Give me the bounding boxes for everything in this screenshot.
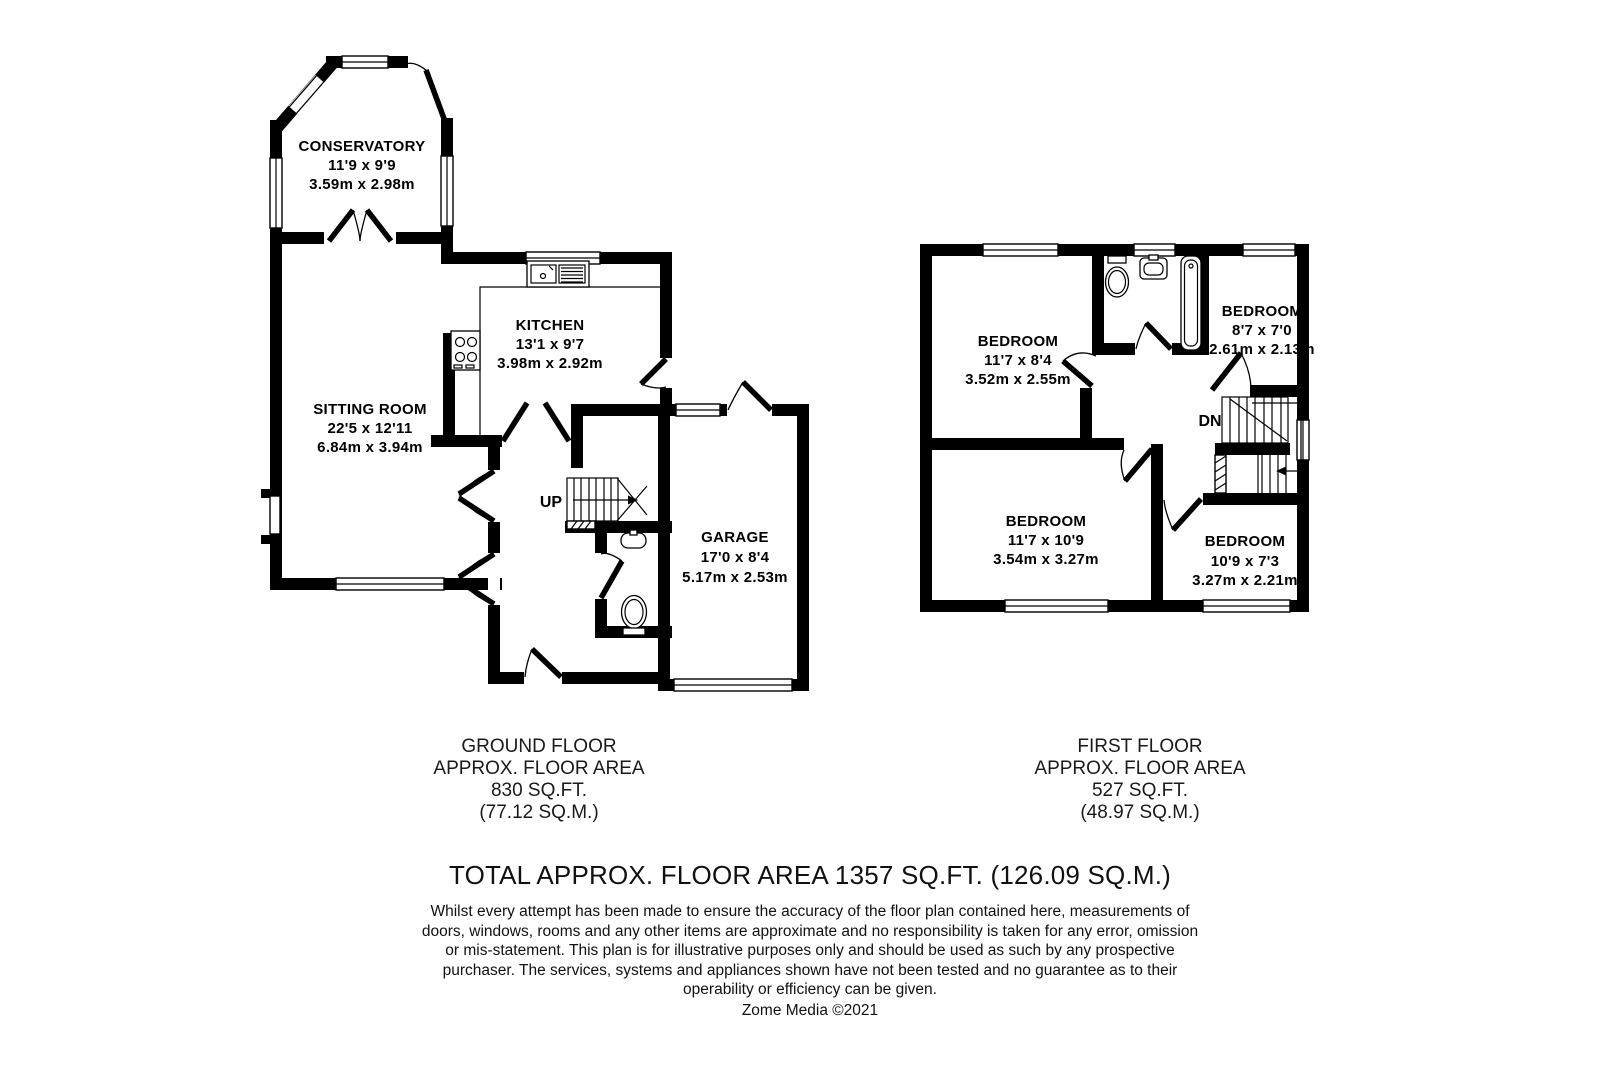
caption-line: (48.97 SQ.M.) xyxy=(1080,802,1200,823)
caption-line: APPROX. FLOOR AREA xyxy=(1034,758,1246,779)
room-size-imperial: 11'7 x 8'4 xyxy=(984,352,1052,369)
room-size-imperial: 10'9 x 7'3 xyxy=(1210,553,1280,570)
room-size-metric: 3.27m x 2.21m xyxy=(1192,572,1298,589)
caption-line: GROUND FLOOR xyxy=(461,736,617,757)
room-label: BEDROOM xyxy=(1005,513,1087,530)
total-floor-area: TOTAL APPROX. FLOOR AREA 1357 SQ.FT. (126.09 SQ.M.) xyxy=(448,860,1172,890)
room-size-imperial: 22'5 x 12'11 xyxy=(327,420,413,437)
bathroom-sink xyxy=(1140,255,1167,279)
room-label: BEDROOM xyxy=(1221,303,1303,320)
room-bedroom-bottom-left xyxy=(993,513,1099,568)
room-size-metric: 2.61m x 2.13m xyxy=(1209,341,1315,358)
caption-line: APPROX. FLOOR AREA xyxy=(433,758,645,779)
room-label: GARAGE xyxy=(701,529,769,546)
room-conservatory xyxy=(299,138,426,193)
room-size-imperial: 17'0 x 8'4 xyxy=(700,549,770,566)
room-label: SITTING ROOM xyxy=(313,401,427,418)
first-floor-caption xyxy=(990,736,1290,824)
kitchen-hob xyxy=(451,331,480,370)
room-label: CONSERVATORY xyxy=(298,138,426,155)
room-size-imperial: 8'7 x 7'0 xyxy=(1232,322,1292,339)
room-size-imperial: 11'7 x 10'9 xyxy=(1007,532,1085,549)
credit-line: Zome Media ©2021 xyxy=(741,1002,879,1019)
caption-line: 527 SQ.FT. xyxy=(1091,780,1189,801)
room-size-metric: 3.52m x 2.55m xyxy=(965,371,1071,388)
bathroom-toilet xyxy=(1106,256,1129,297)
disclaimer-text: Whilst every attempt has been made to ensure the accuracy of the floor plan contained here, measurements of doors, windows, rooms and any other items are approximate and no responsibility is taken for any error, omission or mis-statement. This plan is for illustrative purposes only and should be used as such by any prospective purchaser. The services, systems and appliances shown have not been tested and no guarantee as to their operability or efficiency can be given. xyxy=(421,903,1199,998)
room-size-metric: 3.59m x 2.98m xyxy=(309,176,415,193)
wc-toilet xyxy=(622,596,647,636)
stairs-down-label: DN xyxy=(1198,413,1222,430)
caption-line: (77.12 SQ.M.) xyxy=(479,802,599,823)
room-garage xyxy=(682,529,788,586)
room-size-metric: 3.54m x 3.27m xyxy=(993,551,1099,568)
room-bedroom-top-left xyxy=(965,333,1071,388)
room-label: KITCHEN xyxy=(515,317,585,334)
room-sitting-room xyxy=(313,401,427,456)
room-label: BEDROOM xyxy=(1204,533,1286,550)
ground-floor-door-gaps xyxy=(324,232,772,684)
kitchen-sink xyxy=(527,261,589,287)
room-size-metric: 6.84m x 3.94m xyxy=(317,439,423,456)
caption-line: 830 SQ.FT. xyxy=(490,780,588,801)
room-size-metric: 5.17m x 2.53m xyxy=(682,569,788,586)
bathroom-bath xyxy=(1181,256,1201,350)
ground-floor-plan xyxy=(261,56,809,691)
room-size-imperial: 11'9 x 9'9 xyxy=(328,157,396,174)
room-size-metric: 3.98m x 2.92m xyxy=(497,355,603,372)
caption-line: FIRST FLOOR xyxy=(1077,736,1203,757)
room-bedroom-bottom-right xyxy=(1192,533,1298,589)
room-label: BEDROOM xyxy=(977,333,1059,350)
room-size-imperial: 13'1 x 9'7 xyxy=(515,336,585,353)
room-kitchen xyxy=(497,317,603,372)
first-floor-plan xyxy=(920,244,1315,612)
stairs-up-label: UP xyxy=(539,494,563,511)
ground-floor-caption xyxy=(389,736,689,824)
